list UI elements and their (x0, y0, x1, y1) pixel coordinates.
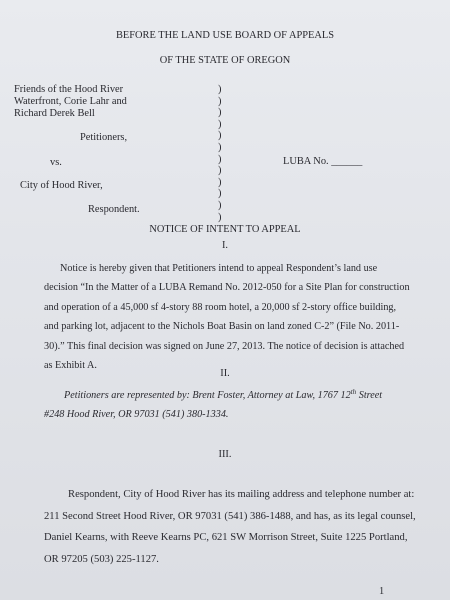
section-3-line: Respondent, City of Hood River has its mailing address and telephone number at: (68, 489, 415, 500)
section-3-paragraph (44, 484, 416, 570)
section-1-line: Notice is hereby given that Petitioners intend to appeal Respondent’s land use (60, 263, 378, 274)
document-title: NOTICE OF INTENT TO APPEAL (149, 224, 301, 235)
section-1-line: and operation of a 45,000 sf 4-story 88 room hotel, a 20,000 sf 2-story office building, (44, 301, 397, 313)
section-1-paragraph (44, 259, 410, 375)
section-3-line: Daniel Kearns, with Reeve Kearns PC, 621 SW Morrison Street, Suite 1225 Portland, (44, 532, 408, 544)
section-1-line: 30).” This final decision was signed on June 27, 2013. The notice of decision is attached (44, 340, 405, 352)
court-heading-line2: OF THE STATE OF OREGON (159, 55, 291, 66)
section-3-numeral: III. (218, 449, 232, 460)
section-3-line: 211 Second Street Hood River, OR 97031 (541) 386-1488, and has, as its legal counsel, (44, 510, 416, 522)
petitioner-name-line3: Richard Derek Bell (14, 108, 95, 119)
respondent-label: Respondent. (88, 204, 140, 215)
luba-number: LUBA No. ______ (283, 156, 363, 167)
section-1-line: as Exhibit A. (44, 360, 97, 372)
petitioner-name-line2: Waterfront, Corie Lahr and (14, 96, 127, 107)
section-1-line: decision “In the Matter of a LUBA Remand No. 2012-050 for a Site Plan for construction (44, 282, 410, 294)
section-2-paragraph (44, 386, 389, 425)
page-number: 1 (379, 586, 385, 597)
superscript-th: th (350, 388, 357, 396)
caption-brace-column: ) ) ) ) ) ) ) ) ) ) ) ) (218, 84, 222, 223)
section-2-numeral: II. (220, 368, 230, 379)
versus-label: vs. (50, 157, 62, 168)
section-2-line (44, 386, 389, 405)
petitioner-name-line1: Friends of the Hood River (14, 84, 124, 95)
section-2-line1-text: Petitioners are represented by: Brent Foster, Attorney at Law, 1767 12 (64, 390, 351, 401)
respondent-name: City of Hood River, (20, 180, 103, 191)
section-1-numeral: I. (221, 240, 229, 251)
section-3-line: OR 97205 (503) 225-1127. (44, 553, 159, 565)
petitioners-label: Petitioners, (80, 132, 128, 143)
court-heading-line1: BEFORE THE LAND USE BOARD OF APPEALS (115, 30, 335, 41)
section-1-line: and parking lot, adjacent to the Nichols Boat Basin on land zoned C-2” (File No. 2011- (44, 321, 400, 333)
section-2-line: #248 Hood River, OR 97031 (541) 380-1334. (44, 409, 229, 421)
section-2-line1-end: Street (356, 390, 383, 401)
